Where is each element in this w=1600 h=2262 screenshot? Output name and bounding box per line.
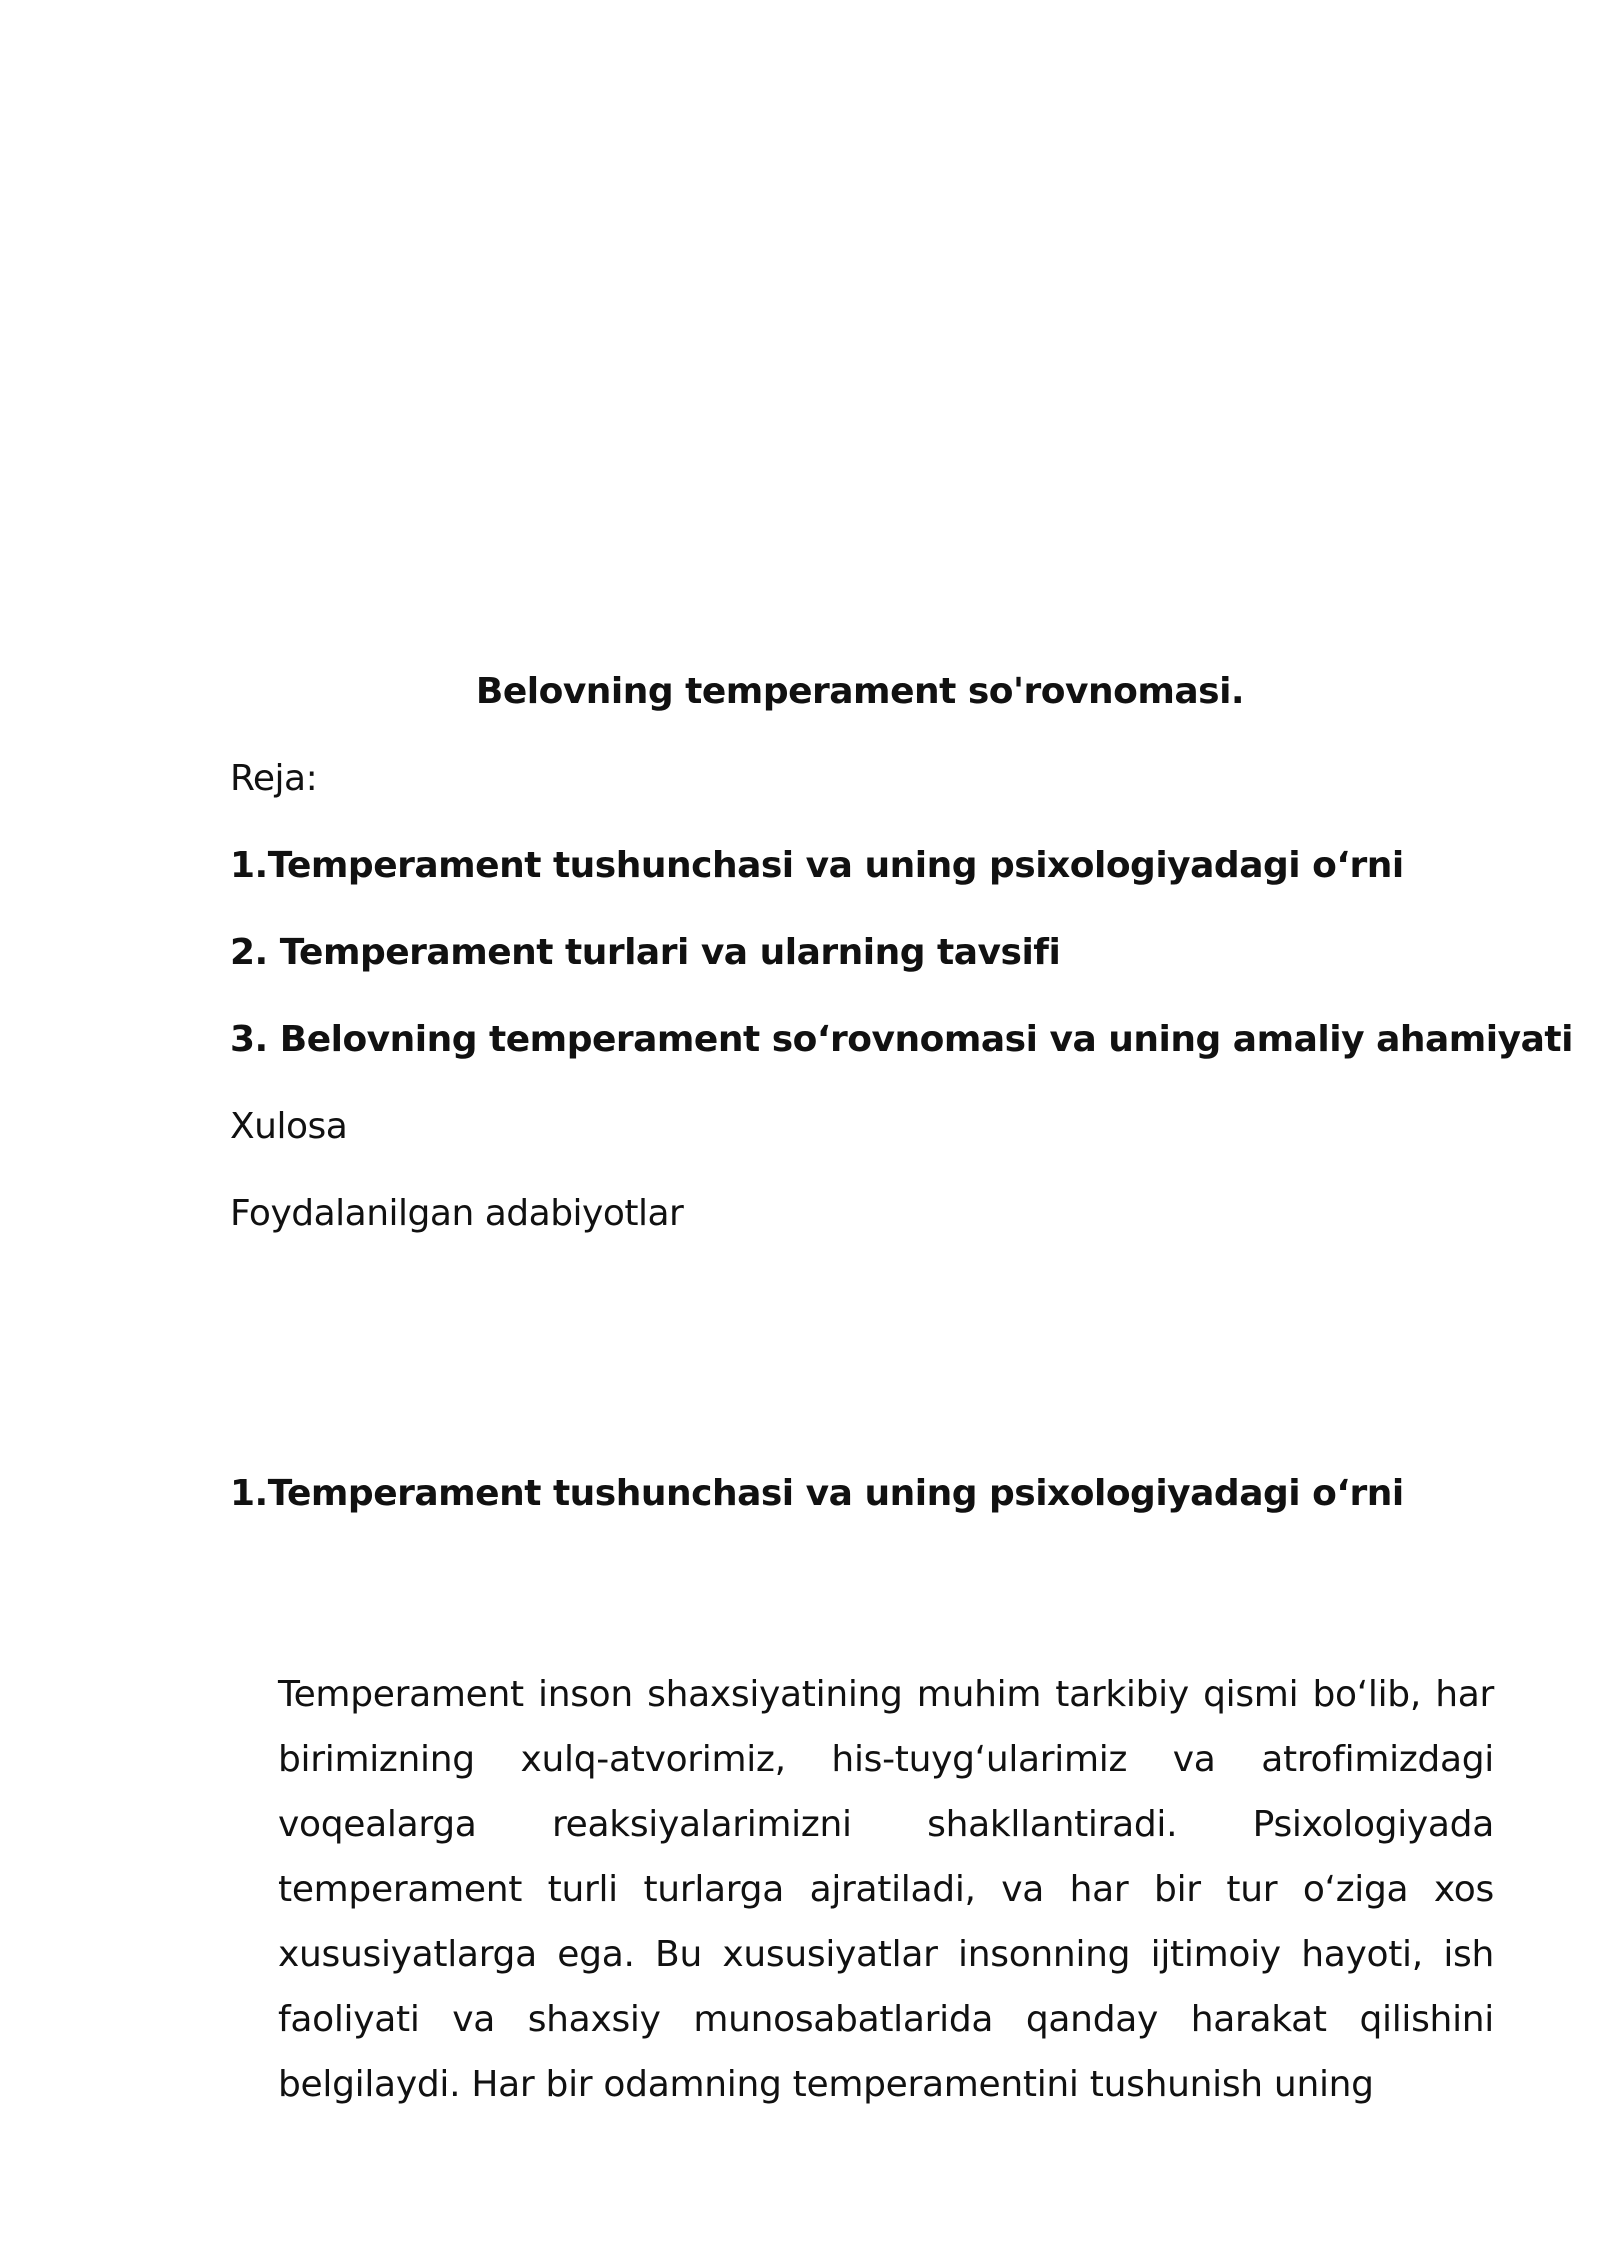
references-label: Foydalanilgan adabiyotlar bbox=[230, 1193, 684, 1234]
document-title: Belovning temperament so'rovnomasi. bbox=[475, 671, 1245, 712]
plan-item-1: 1.Temperament tushunchasi va uning psixologiyadagi o‘rni bbox=[230, 845, 1404, 886]
section-1-paragraph: Temperament inson shaxsiyatining muhim tarkibiy qismi bo‘lib, har birimizning xulq-atvorimiz, his-tuyg‘ularimiz va atrofimizdagi voqealarga reaksiyalarimizni shakllantiradi. Psixologiyada temperament turli turlarga ajratiladi, va har bir tur o‘ziga xos xususiyatlarga ega. Bu xususiyatlar insonning ijtimoiy hayoti, ish faoliyati va shaxsiy munosabatlarida qanday harakat qilishini belgilaydi. Har bir odamning temperamentini tushunish uning bbox=[278, 1674, 1494, 2105]
conclusion-label: Xulosa bbox=[230, 1106, 348, 1147]
section-1-heading: 1.Temperament tushunchasi va uning psixologiyadagi o‘rni bbox=[230, 1473, 1404, 1514]
plan-item-3: 3. Belovning temperament so‘rovnomasi va uning amaliy ahamiyati bbox=[230, 1019, 1573, 1060]
plan-label: Reja: bbox=[230, 758, 318, 799]
plan-item-2: 2. Temperament turlari va ularning tavsifi bbox=[230, 932, 1061, 973]
